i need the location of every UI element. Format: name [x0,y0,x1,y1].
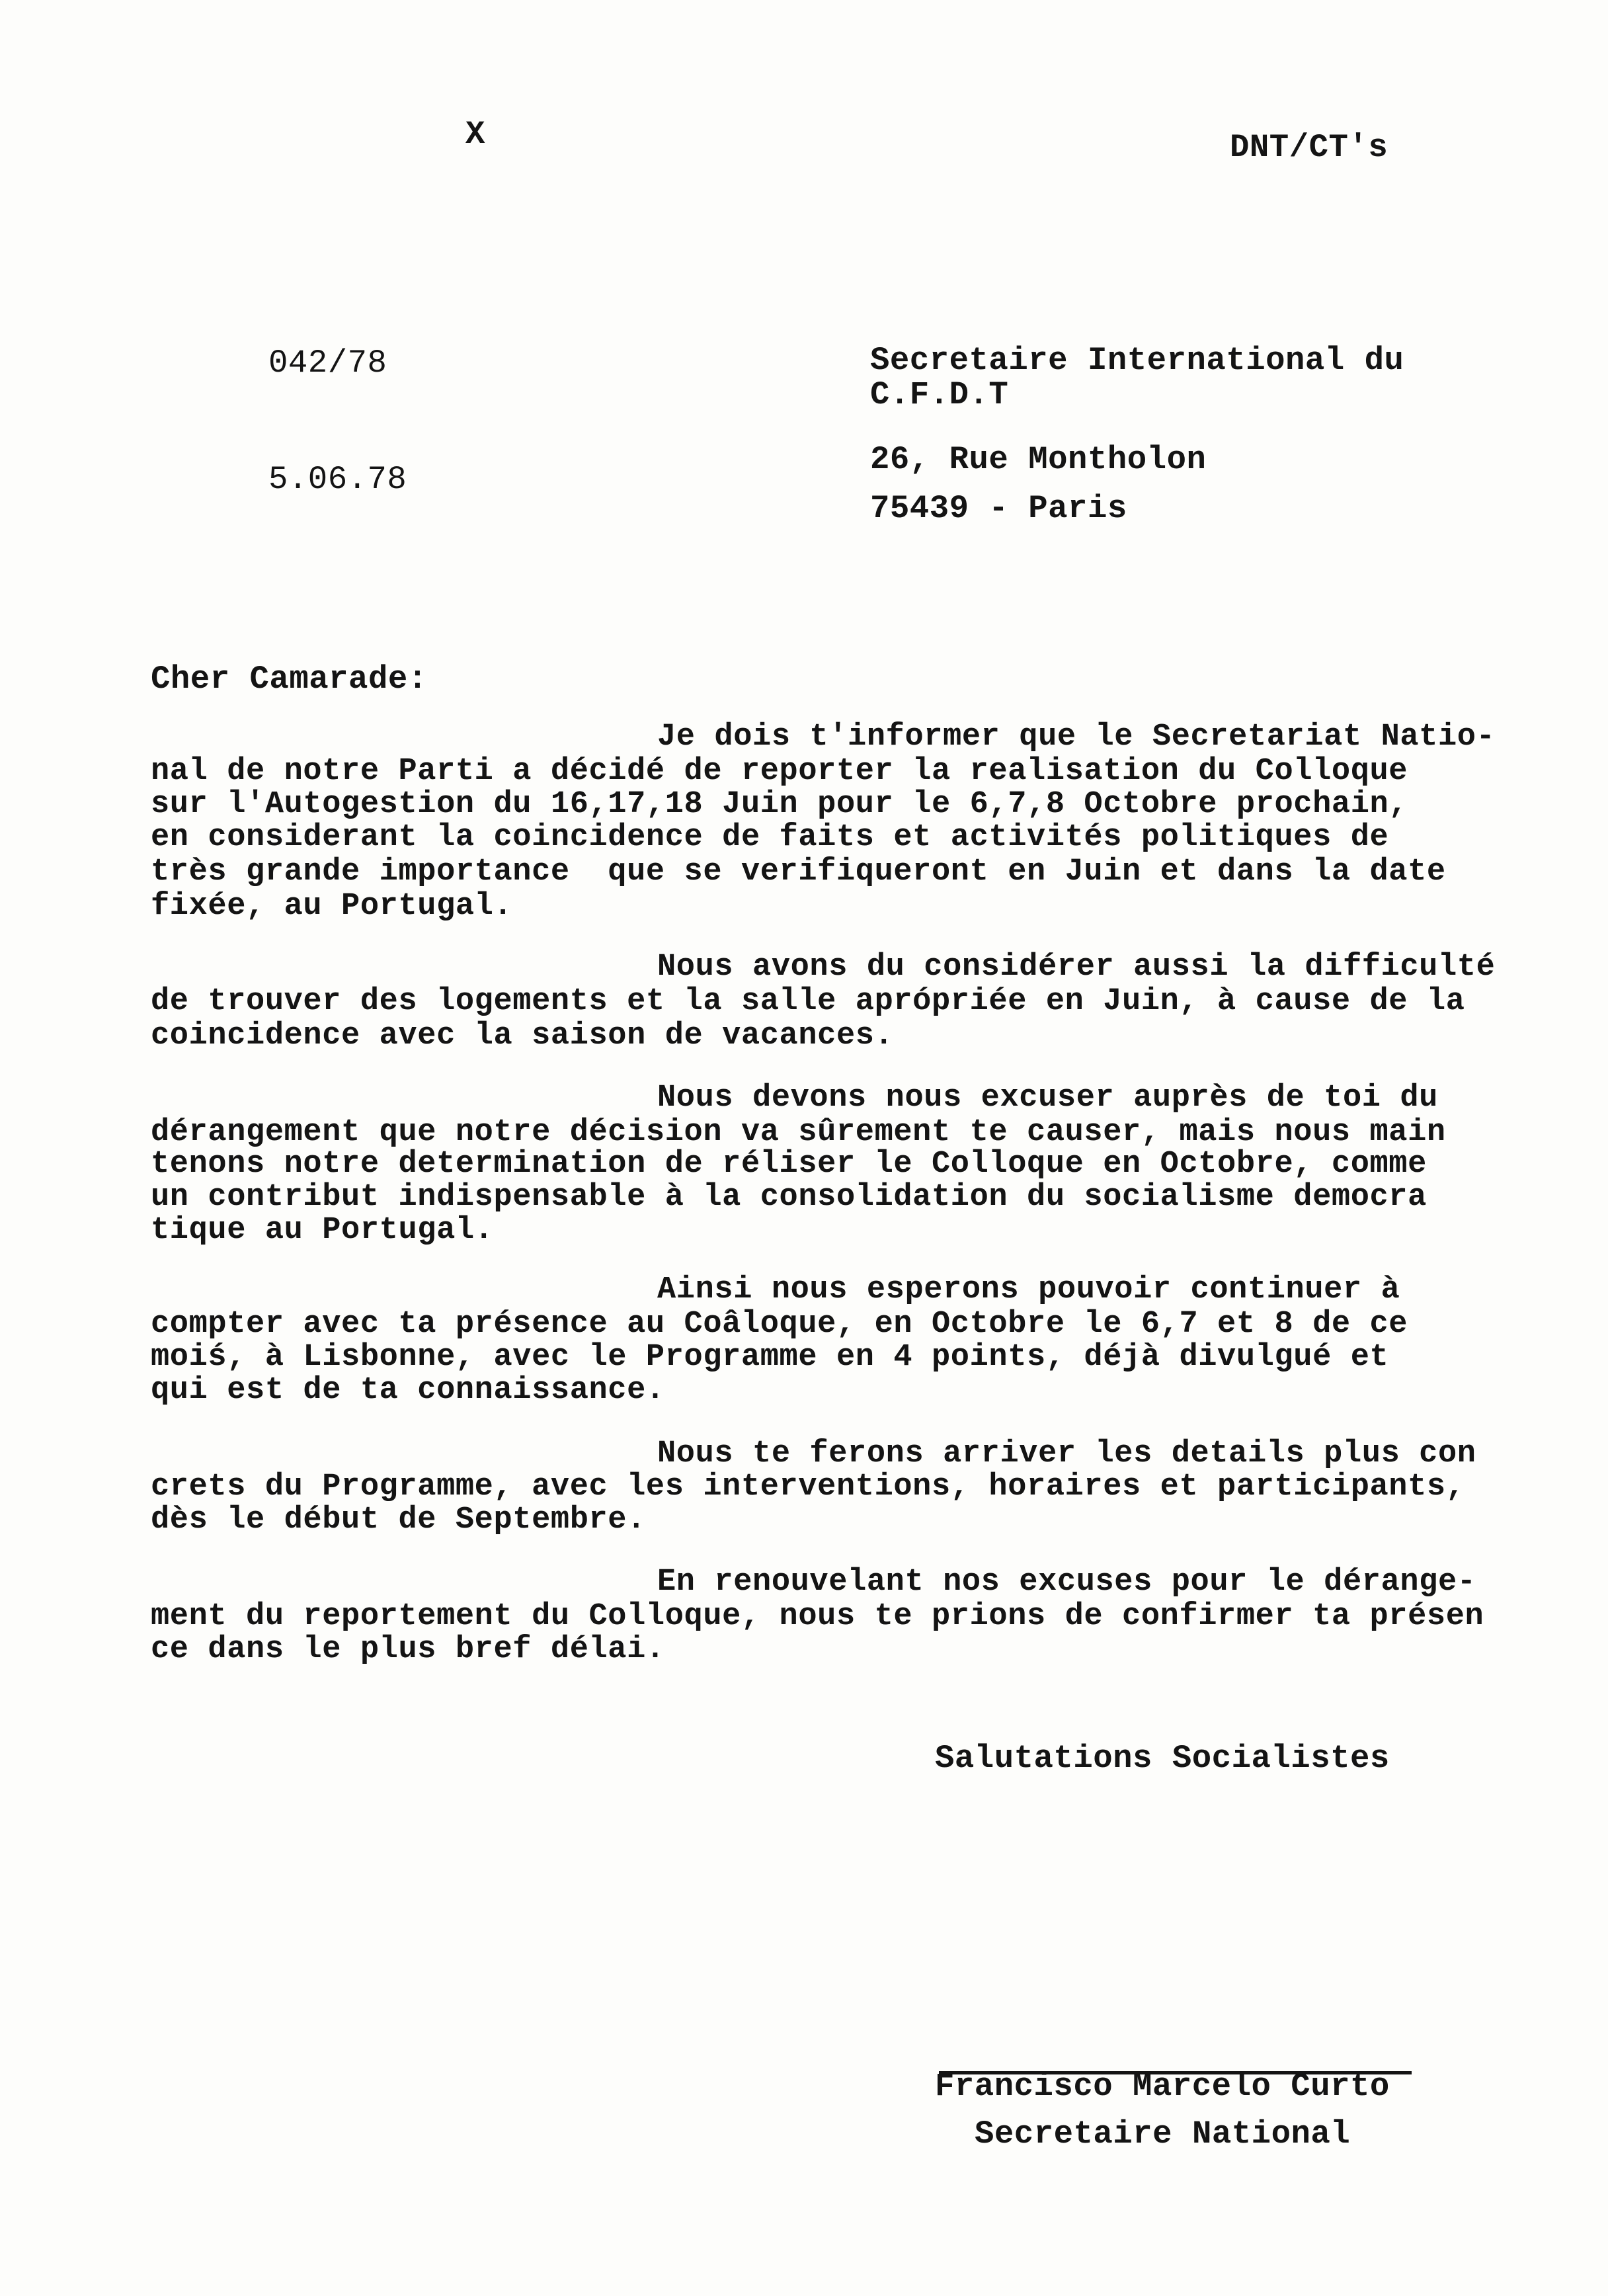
paragraph-1-line-6: fixée, au Portugal. [151,889,513,924]
paragraph-5-line-3: dès le début de Septembre. [151,1502,646,1538]
paragraph-2-line-3: coincidence avec la saison de vacances. [151,1018,894,1053]
closing: Salutations Socialistes [935,1740,1390,1777]
paragraph-4-line-3: moiś, à Lisbonne, avec le Programme en 4 points, déjà divulgué et [151,1340,1389,1375]
signatory-title: Secretaire National [975,2115,1351,2152]
paragraph-3-line-1: Nous devons nous excuser auprès de toi du [657,1081,1438,1116]
paragraph-3-line-2: dérangement que notre décision va sûrement te causer, mais nous main [151,1115,1446,1150]
paragraph-3-line-4: un contribut indispensable à la consolidation du socialisme democra [151,1180,1427,1215]
paragraph-6-line-1: En renouvelant nos excuses pour le dérange- [657,1565,1476,1600]
paragraph-6-line-3: ce dans le plus bref délai. [151,1632,665,1667]
signatory-name: Francisco Marcelo Curto [935,2068,1390,2105]
paragraph-5-line-2: crets du Programme, avec les interventions, horaires et participants, [151,1469,1465,1504]
paragraph-3-line-5: tique au Portugal. [151,1213,494,1248]
paragraph-6-line-2: ment du reportement du Colloque, nous te prions de confirmer ta présen [151,1599,1484,1634]
recipient-line-1: Secretaire International du [870,342,1404,379]
header-mark: X [465,116,485,153]
paragraph-1-line-4: en considerant la coincidence de faits et activités politiques de [151,820,1389,855]
paragraph-4-line-2: compter avec ta présence au Coâloque, en Octobre le 6,7 et 8 de ce [151,1307,1408,1342]
document-number: 042/78 [268,345,387,382]
paragraph-2-line-1: Nous avons du considérer aussi la difficulté [657,950,1496,985]
paragraph-4-line-4: qui est de ta connaissance. [151,1373,665,1408]
letter-date: 5.06.78 [268,461,407,498]
paragraph-2-line-2: de trouver des logements et la salle aprópriée en Juin, à cause de la [151,984,1465,1019]
recipient-city: 75439 - Paris [870,490,1127,527]
paragraph-3-line-3: tenons notre determination de réliser le Colloque en Octobre, comme [151,1147,1427,1182]
reference-code: DNT/CT's [1230,129,1388,166]
paragraph-4-line-1: Ainsi nous esperons pouvoir continuer à [657,1272,1400,1307]
paragraph-1-line-5: très grande importance que se verifiqueront en Juin et dans la date [151,854,1446,889]
recipient-line-2: C.F.D.T [870,376,1009,413]
paragraph-1-line-3: sur l'Autogestion du 16,17,18 Juin pour le 6,7,8 Octobre prochain, [151,787,1408,822]
recipient-street: 26, Rue Montholon [870,441,1207,478]
salutation: Cher Camarade: [151,661,428,698]
paragraph-1-line-2: nal de notre Parti a décidé de reporter la realisation du Colloque [151,754,1408,789]
paragraph-5-line-1: Nous te ferons arriver les details plus con [657,1436,1476,1471]
paragraph-1-line-1: Je dois t'informer que le Secretariat Natio- [657,719,1496,755]
